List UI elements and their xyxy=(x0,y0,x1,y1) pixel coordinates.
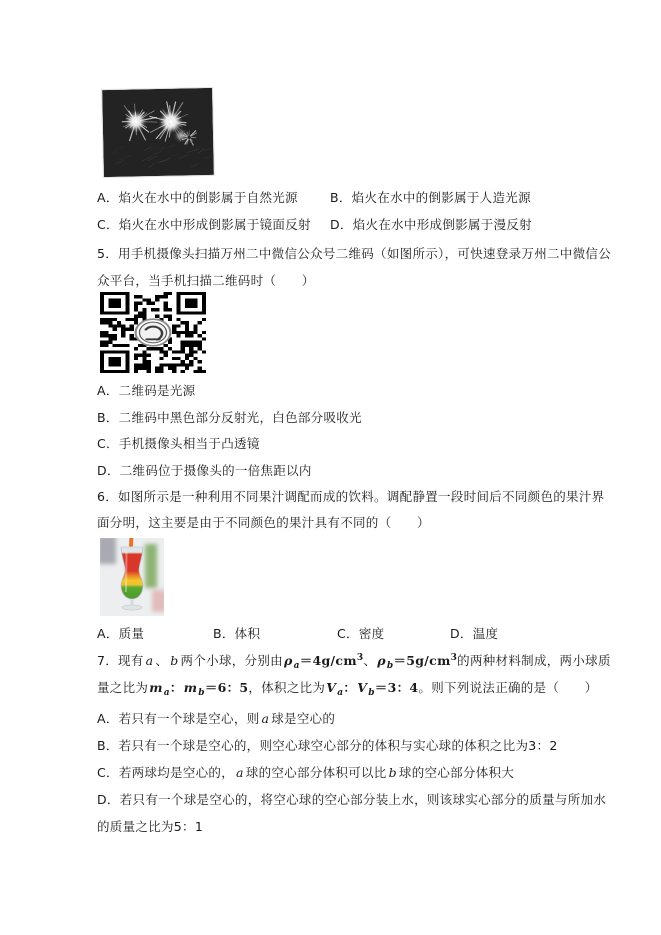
q7-option-c xyxy=(97,765,514,780)
ratio-colon: ： xyxy=(169,680,183,695)
mass-a-sub: a xyxy=(163,688,170,698)
q6-option-c: C．密度 xyxy=(337,626,385,641)
rho-b-sub: b xyxy=(386,661,394,671)
rho-b: ρ xyxy=(377,653,386,668)
background-object-dark xyxy=(100,538,116,564)
q6-stem-line2: 面分明，这主要是由于不同颜色的果汁具有不同的（ ） xyxy=(97,515,430,530)
layered-drink-photo xyxy=(100,538,164,616)
var-a: a xyxy=(145,653,154,668)
rho-a-sub: a xyxy=(293,661,300,671)
q7-text: 、 xyxy=(155,653,169,668)
q7-stem-line2 xyxy=(97,680,598,701)
q6-option-a: A．质量 xyxy=(97,626,145,641)
q7-option-a xyxy=(97,711,335,726)
q5-option-b: B．二维码中黑色部分反射光，白色部分吸收光 xyxy=(97,410,362,425)
q7-text: 量之比为 xyxy=(97,680,149,695)
background-object-green xyxy=(145,544,157,588)
glass-highlight xyxy=(126,552,127,592)
q5-option-d: D．二维码位于摄像头的一倍焦距以内 xyxy=(97,463,312,478)
volume-a: V xyxy=(326,680,337,695)
q7-option-c-text: 球的空心部分体积大 xyxy=(398,765,515,780)
q7-option-a-text: A．若只有一个球是空心，则 xyxy=(97,711,260,726)
q5-option-c: C．手机摄像头相当于凸透镜 xyxy=(97,436,260,451)
cm-cubed-sup: 3 xyxy=(356,653,364,663)
q7-option-c-text: C．若两球均是空心的， xyxy=(97,765,235,780)
density-a-value: ＝4g/cm xyxy=(299,653,357,668)
qrcode-graphic xyxy=(100,292,206,373)
drink-graphic xyxy=(100,538,164,616)
background-object-pink xyxy=(152,590,164,612)
cm-cubed-sup: 3 xyxy=(450,653,458,663)
q7-option-b: B．若只有一个球是空心的，则空心球空心部分的体积与实心球的体积之比为3：2 xyxy=(97,738,558,753)
rho-a: ρ xyxy=(283,653,293,668)
q7-option-c-text: 球的空心部分体积可以比 xyxy=(245,765,387,780)
mass-b-sub: b xyxy=(198,688,205,698)
q7-text: 7．现有 xyxy=(97,653,144,668)
q7-option-d-line2: 的质量之比为5：1 xyxy=(97,819,204,834)
q4-option-a: A．焰火在水中的倒影属于自然光源 xyxy=(97,190,298,205)
q7-stem-line1 xyxy=(97,651,611,674)
volume-ratio-value: ＝3：4 xyxy=(374,680,419,695)
q7-text: ，体积之比为 xyxy=(248,680,326,695)
q6-option-b: B．体积 xyxy=(213,626,261,641)
q7-text: 、 xyxy=(363,653,377,668)
q4-option-d: D．焰火在水中形成倒影属于漫反射 xyxy=(330,217,532,232)
fireworks-photo-graphic xyxy=(102,88,214,177)
density-b-value: ＝5g/cm xyxy=(393,653,451,668)
glass-stem xyxy=(130,599,133,605)
q6-stem-line1: 6．如图所示是一种利用不同果汁调配而成的饮料。调配静置一段时间后不同颜色的果汁界 xyxy=(97,489,605,504)
q4-option-c: C．焰火在水中形成倒影属于镜面反射 xyxy=(97,217,311,232)
q7-option-d-line1: D．若只有一个球是空心的，将空心球的空心部分装上水，则该球实心部分的质量与所加水 xyxy=(97,792,607,807)
var-b: b xyxy=(388,765,397,780)
q7-option-a-text: 球是空心的 xyxy=(271,711,336,726)
volume-b-sub: b xyxy=(368,688,375,698)
mass-ratio-value: ＝6：5 xyxy=(204,680,249,695)
qr-center-logo xyxy=(136,319,171,346)
volume-a-sub: a xyxy=(337,688,344,698)
q7-text: 。则下列说法正确的是（ ） xyxy=(418,680,598,695)
volume-b: V xyxy=(357,680,368,695)
var-a: a xyxy=(236,765,244,780)
glass-foot xyxy=(122,605,142,610)
q5-option-a: A．二维码是光源 xyxy=(97,383,196,398)
q5-stem-line1: 5．用手机摄像头扫描万州二中微信公众号二维码（如图所示），可快速登录万州二中微信公 xyxy=(97,246,612,261)
mass-b: m xyxy=(183,680,198,695)
q5-stem-line2: 众平台，当手机扫描二维码时（ ） xyxy=(97,273,315,288)
fireworks-reflection-photo xyxy=(102,88,214,177)
q6-option-d: D．温度 xyxy=(450,626,499,641)
q7-text: 的两种材料制成，两小球质 xyxy=(457,653,611,668)
qrcode-image xyxy=(100,292,206,373)
ratio-colon: ： xyxy=(343,680,357,695)
mass-a: m xyxy=(149,680,163,695)
var-b: b xyxy=(170,653,179,668)
q7-text: 两个小球，分别由 xyxy=(180,653,283,668)
var-a: a xyxy=(261,711,270,726)
q4-option-b: B．焰火在水中的倒影属于人造光源 xyxy=(330,190,531,205)
